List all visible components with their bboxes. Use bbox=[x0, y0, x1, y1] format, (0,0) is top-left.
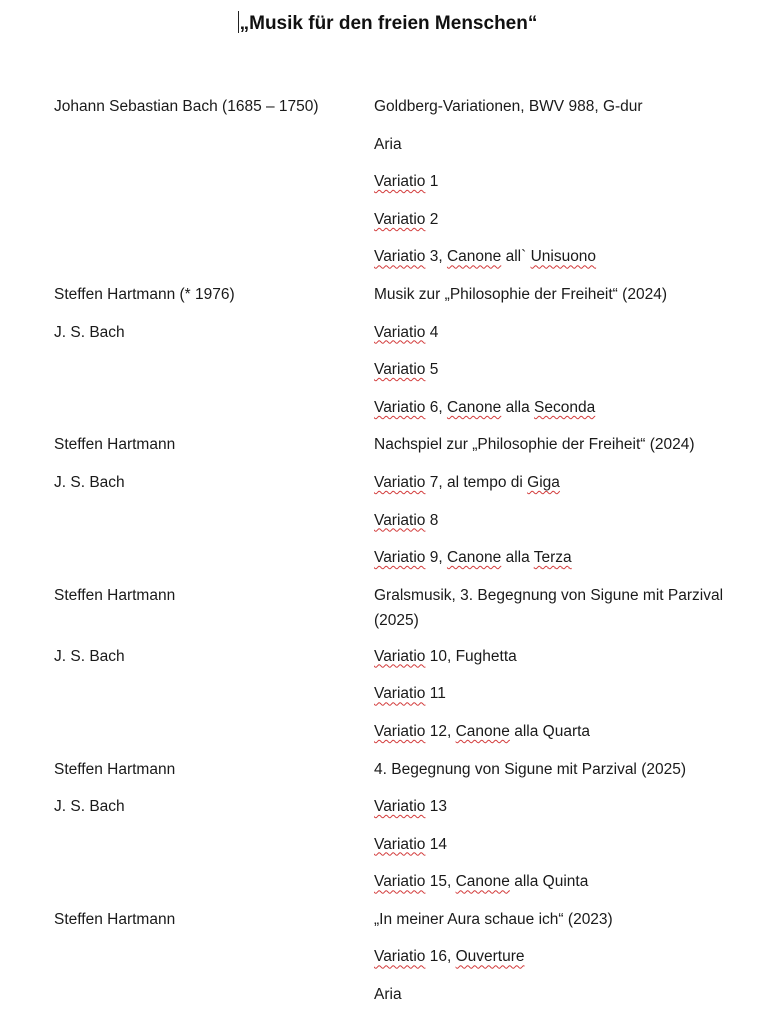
work-title: Variatio 16, Ouverture bbox=[374, 948, 525, 966]
text-cursor bbox=[238, 11, 239, 33]
work-title: Variatio 13 bbox=[374, 798, 447, 816]
work-title: Variatio 3, Canone all` Unisuono bbox=[374, 248, 597, 266]
programme-row bbox=[0, 901, 775, 939]
spellcheck-flagged-word: Ouverture bbox=[455, 948, 525, 966]
programme-row bbox=[0, 163, 775, 201]
work-title: Variatio 7, al tempo di Giga bbox=[374, 473, 560, 491]
spellcheck-flagged-word: Variatio bbox=[374, 685, 426, 703]
spellcheck-flagged-word: Canone bbox=[446, 248, 502, 266]
work-title: Variatio 5 bbox=[374, 361, 439, 379]
programme-row bbox=[0, 577, 775, 638]
programme-row bbox=[0, 351, 775, 389]
programme-row bbox=[0, 314, 775, 352]
spellcheck-flagged-word: Variatio bbox=[374, 647, 426, 665]
work-title: Aria bbox=[374, 135, 402, 153]
spellcheck-flagged-word: Variatio bbox=[374, 173, 426, 191]
spellcheck-flagged-word: Canone bbox=[455, 722, 510, 740]
spellcheck-flagged-word: Variatio bbox=[374, 210, 426, 228]
composer-name: J. S. Bach bbox=[54, 647, 125, 665]
spellcheck-flagged-word: Variatio bbox=[374, 398, 426, 416]
programme-row bbox=[0, 675, 775, 713]
programme-row bbox=[0, 276, 775, 314]
spellcheck-flagged-word: Variatio bbox=[374, 722, 426, 740]
work-title: Nachspiel zur „Philosophie der Freiheit“ (2024) bbox=[374, 436, 695, 454]
work-title: Variatio 9, Canone alla Terza bbox=[374, 549, 572, 567]
work-title: Musik zur „Philosophie der Freiheit“ (2024) bbox=[374, 285, 667, 303]
composer-name: Steffen Hartmann bbox=[54, 910, 176, 928]
spellcheck-flagged-word: Variatio bbox=[374, 473, 426, 491]
spellcheck-flagged-word: Variatio bbox=[374, 323, 426, 341]
work-title: Aria bbox=[374, 986, 402, 1004]
composer-name: Steffen Hartmann bbox=[54, 436, 176, 454]
composer-name: J. S. Bach bbox=[54, 473, 125, 491]
programme-row bbox=[0, 426, 775, 464]
composer-name: Steffen Hartmann bbox=[54, 760, 176, 778]
programme-row bbox=[0, 88, 775, 126]
spellcheck-flagged-word: Canone bbox=[446, 549, 502, 567]
composer-name: Steffen Hartmann (* 1976) bbox=[54, 285, 235, 303]
spellcheck-flagged-word: Variatio bbox=[374, 948, 426, 966]
work-title: Variatio 2 bbox=[374, 210, 439, 228]
work-title: Variatio 4 bbox=[374, 323, 439, 341]
programme-row bbox=[0, 238, 775, 276]
programme-list bbox=[0, 88, 775, 1014]
programme-row bbox=[0, 201, 775, 239]
work-title: 4. Begegnung von Sigune mit Parzival (2025) bbox=[374, 760, 687, 778]
work-title: Variatio 12, Canone alla Quarta bbox=[374, 722, 591, 740]
programme-row bbox=[0, 638, 775, 676]
programme-row bbox=[0, 539, 775, 577]
spellcheck-flagged-word: Variatio bbox=[374, 798, 426, 816]
programme-row bbox=[0, 976, 775, 1014]
programme-row bbox=[0, 126, 775, 164]
spellcheck-flagged-word: Terza bbox=[533, 549, 572, 567]
work-title: Variatio 8 bbox=[374, 511, 439, 529]
composer-name: Johann Sebastian Bach (1685 – 1750) bbox=[54, 98, 319, 115]
work-title: „In meiner Aura schaue ich“ (2023) bbox=[374, 910, 613, 928]
spellcheck-flagged-word: Canone bbox=[446, 398, 502, 416]
programme-row bbox=[0, 389, 775, 427]
spellcheck-flagged-word: Variatio bbox=[374, 549, 426, 567]
programme-row bbox=[0, 938, 775, 976]
programme-row bbox=[0, 788, 775, 826]
work-title: Goldberg-Variationen, BWV 988, G-dur bbox=[374, 98, 643, 115]
composer-name: J. S. Bach bbox=[54, 323, 125, 341]
work-title: Variatio 14 bbox=[374, 835, 447, 853]
page-title-text: „Musik für den freien Menschen“ bbox=[239, 13, 538, 34]
spellcheck-flagged-word: Variatio bbox=[374, 835, 426, 853]
programme-row bbox=[0, 826, 775, 864]
spellcheck-flagged-word: Canone bbox=[455, 873, 510, 891]
spellcheck-flagged-word: Variatio bbox=[374, 361, 426, 379]
programme-row bbox=[0, 713, 775, 751]
programme-row bbox=[0, 464, 775, 502]
work-title: Variatio 11 bbox=[374, 685, 446, 703]
spellcheck-flagged-word: Seconda bbox=[534, 398, 596, 416]
work-title: Variatio 15, Canone alla Quinta bbox=[374, 873, 589, 891]
work-title: Variatio 6, Canone alla Seconda bbox=[374, 398, 596, 416]
page-title[interactable] bbox=[0, 10, 775, 38]
spellcheck-flagged-word: Variatio bbox=[374, 873, 426, 891]
work-title: Variatio 10, Fughetta bbox=[374, 647, 517, 665]
spellcheck-flagged-word: Unisuono bbox=[530, 248, 597, 266]
programme-row bbox=[0, 863, 775, 901]
composer-name: Steffen Hartmann bbox=[54, 586, 176, 604]
spellcheck-flagged-word: Variatio bbox=[374, 248, 426, 266]
programme-row bbox=[0, 751, 775, 789]
spellcheck-flagged-word: Variatio bbox=[374, 511, 426, 529]
spellcheck-flagged-word: Giga bbox=[527, 473, 560, 491]
composer-name: J. S. Bach bbox=[54, 798, 125, 816]
work-title: Gralsmusik, 3. Begegnung von Sigune mit Parzival (2025) bbox=[374, 586, 724, 629]
programme-row bbox=[0, 502, 775, 540]
work-title: Variatio 1 bbox=[374, 173, 439, 191]
